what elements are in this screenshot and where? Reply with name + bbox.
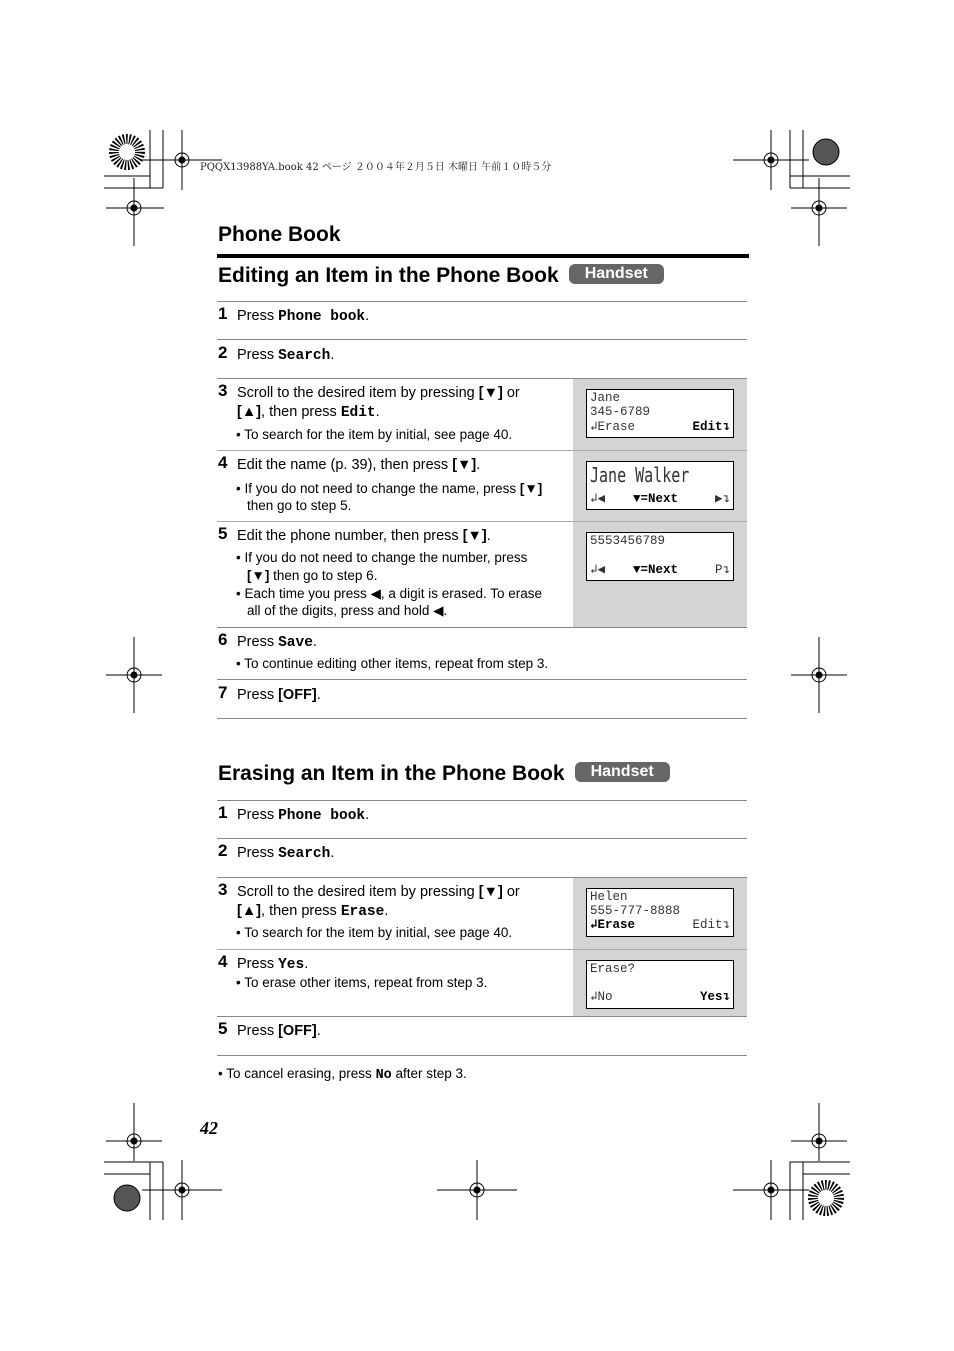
divider	[217, 679, 747, 680]
lcd-display-erase-confirm	[586, 960, 734, 1009]
lcd-line: Helen	[590, 890, 628, 904]
edit-step-6-note: • To continue editing other items, repeat from step 3.	[236, 656, 549, 671]
step-punct: .	[476, 457, 481, 473]
step-number: 4	[218, 952, 228, 971]
note-text: all of the digits, press and hold ◀.	[247, 603, 448, 618]
soft-key-phone-book: Phone book	[278, 808, 366, 824]
edit-step-5-note-3: • Each time you press ◀, a digit is erased. To erase	[236, 586, 543, 601]
step-text: Press	[237, 845, 279, 861]
divider	[217, 521, 747, 522]
step-punct: .	[330, 845, 335, 861]
step-text: Press	[237, 1023, 279, 1039]
editing-title-text: Editing an Item in the Phone Book	[218, 264, 559, 287]
edit-step-4-note-2	[236, 497, 351, 514]
divider	[217, 877, 747, 878]
lcd-soft-left: ↲◀	[590, 492, 606, 506]
step-text: , then press	[261, 903, 341, 919]
divider	[217, 339, 747, 340]
step-number: 1	[218, 304, 228, 323]
soft-key-search: Search	[278, 348, 331, 364]
step-text: or	[502, 385, 520, 401]
divider	[217, 800, 747, 801]
step-punct: .	[365, 807, 370, 823]
step-text: Edit the name (p. 39), then press	[237, 457, 453, 473]
step-number: 2	[218, 841, 228, 860]
soft-key-phone-book: Phone book	[278, 309, 366, 325]
step-number: 7	[218, 683, 228, 702]
lcd-line: Jane	[590, 391, 621, 405]
page-number: 42	[200, 1118, 218, 1138]
lcd-display-helen	[586, 888, 734, 937]
step-text: Scroll to the desired item by pressing	[237, 884, 479, 900]
divider	[217, 718, 747, 719]
key-down: [▼]	[462, 528, 487, 544]
step-text: Press	[237, 634, 279, 650]
lcd-soft-right: P↴	[714, 563, 730, 577]
footnote-text: • To cancel erasing, press	[218, 1066, 376, 1081]
lcd-name-line: Jane Walker	[590, 463, 690, 487]
lcd-soft-left: ↲◀	[590, 563, 606, 577]
lcd-line: Erase?	[590, 962, 636, 976]
lcd-soft-left: ↲Erase	[590, 918, 636, 932]
step-number: 3	[218, 381, 228, 400]
soft-key-search: Search	[278, 846, 331, 862]
edit-step-3-note: • To search for the item by initial, see page 40.	[236, 427, 513, 442]
lcd-line: 555-777-8888	[590, 904, 681, 918]
step-punct: .	[330, 347, 335, 363]
step-number: 2	[218, 343, 228, 362]
section-rule	[217, 254, 749, 258]
soft-key-erase: Erase	[340, 904, 385, 920]
key-down: [▼]	[478, 385, 503, 401]
erase-step-3-note: • To search for the item by initial, see page 40.	[236, 925, 513, 940]
step-text: , then press	[261, 404, 341, 420]
step-text: Scroll to the desired item by pressing	[237, 385, 479, 401]
step-text: Edit the phone number, then press	[237, 528, 463, 544]
step-punct: .	[375, 404, 380, 420]
step-text: Press	[237, 956, 279, 972]
soft-key-save: Save	[278, 635, 313, 651]
divider	[217, 301, 747, 302]
lcd-soft-right: Edit↴	[692, 420, 730, 434]
key-down: [▼]	[247, 568, 270, 583]
step-text: Press	[237, 807, 279, 823]
lcd-display-jane-walker	[586, 461, 734, 510]
step-text: Press	[237, 347, 279, 363]
step-text: Press	[237, 308, 279, 324]
step-punct: .	[365, 308, 370, 324]
handset-badge: Handset	[569, 264, 664, 284]
erasing-title	[218, 762, 670, 786]
section-title: Phone Book	[218, 223, 341, 246]
step-punct: .	[316, 687, 321, 703]
footnote-text: after step 3.	[391, 1066, 467, 1081]
lcd-display-jane	[586, 389, 734, 438]
key-off: [OFF]	[278, 1023, 317, 1039]
divider	[217, 1016, 747, 1017]
divider	[217, 1055, 747, 1056]
step-number: 5	[218, 524, 228, 543]
edit-step-4-note	[236, 480, 542, 497]
edit-step-5-note-2	[236, 567, 377, 584]
file-info-header: PQQX13988YA.book 42 ページ ２００４年２月５日 木曜日 午前１０時５分	[200, 162, 552, 173]
soft-key-no: No	[375, 1068, 392, 1083]
note-text: then go to step 5.	[247, 498, 352, 513]
lcd-line: 345-6789	[590, 405, 651, 419]
step-text: Press	[237, 687, 279, 703]
step-punct: .	[304, 956, 309, 972]
divider	[217, 378, 747, 379]
erasing-title-text: Erasing an Item in the Phone Book	[218, 762, 565, 785]
lcd-line: 5553456789	[590, 534, 666, 548]
step-number: 3	[218, 880, 228, 899]
handset-badge: Handset	[575, 762, 670, 782]
lcd-soft-mid: ▼=Next	[633, 492, 679, 506]
key-up: [▲]	[237, 404, 262, 420]
soft-key-yes: Yes	[278, 957, 305, 973]
lcd-soft-mid: ▼=Next	[633, 563, 679, 577]
key-down: [▼]	[478, 884, 503, 900]
step-punct: .	[316, 1023, 321, 1039]
note-text: • If you do not need to change the name, press	[236, 481, 520, 496]
edit-step-5-note: • If you do not need to change the number, press	[236, 550, 528, 565]
lcd-display-number	[586, 532, 734, 581]
step-number: 4	[218, 453, 228, 472]
key-down: [▼]	[519, 481, 543, 496]
lcd-soft-left: ↲No	[590, 990, 613, 1004]
lcd-soft-right: ▶↴	[714, 492, 730, 506]
edit-step-5-note-4	[236, 602, 447, 619]
step-punct: .	[312, 634, 317, 650]
divider	[217, 838, 747, 839]
divider	[217, 450, 747, 451]
divider	[217, 627, 747, 628]
step-number: 1	[218, 803, 228, 822]
key-up: [▲]	[237, 903, 262, 919]
lcd-soft-right: Edit↴	[692, 918, 730, 932]
note-text: then go to step 6.	[269, 568, 378, 583]
step-punct: .	[384, 903, 389, 919]
erase-step-4-note: • To erase other items, repeat from step 3.	[236, 975, 488, 990]
key-down: [▼]	[452, 457, 477, 473]
editing-title	[218, 264, 664, 288]
footnote	[218, 1066, 467, 1083]
soft-key-edit: Edit	[340, 405, 376, 421]
step-number: 5	[218, 1019, 228, 1038]
step-number: 6	[218, 630, 228, 649]
step-text: or	[502, 884, 520, 900]
lcd-soft-right: Yes↴	[699, 990, 730, 1004]
divider	[217, 949, 747, 950]
lcd-soft-left: ↲Erase	[590, 420, 636, 434]
step-punct: .	[486, 528, 491, 544]
key-off: [OFF]	[278, 687, 317, 703]
